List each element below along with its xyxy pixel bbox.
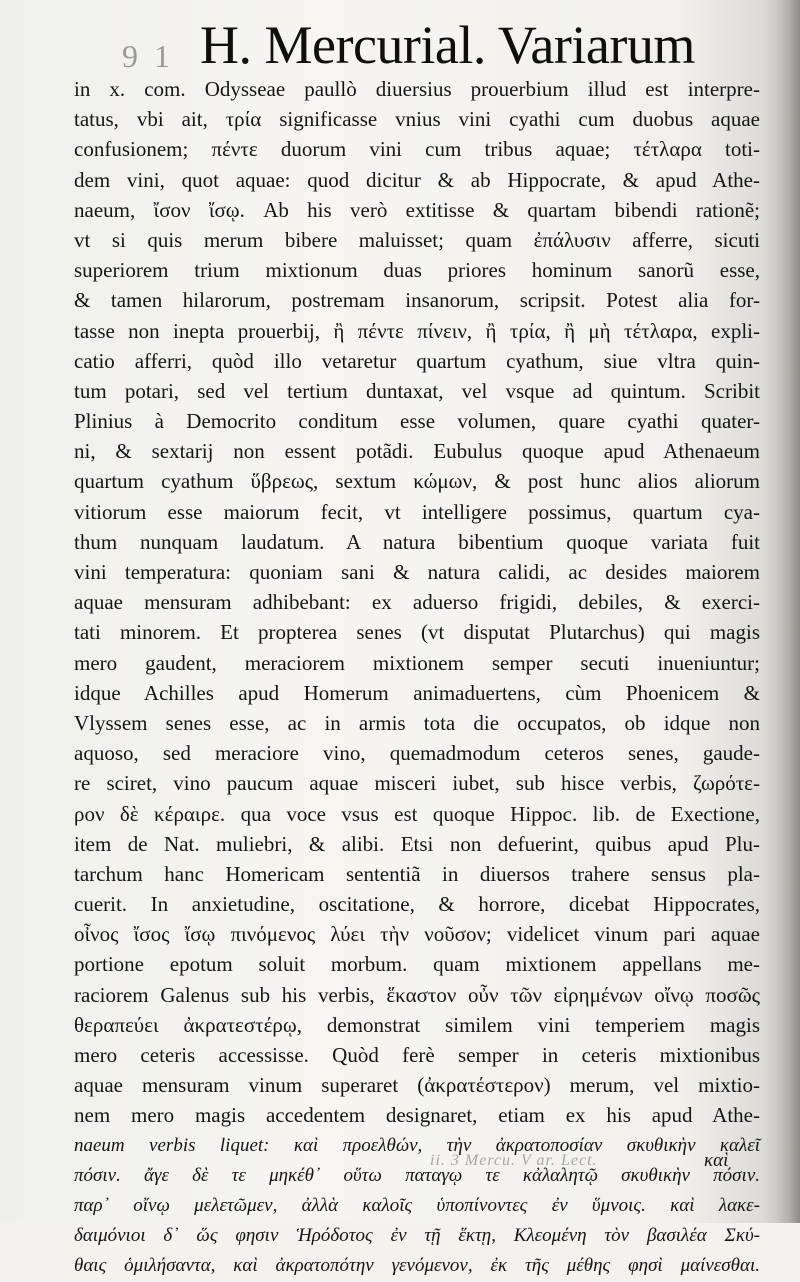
greek-quote-line: naeum verbis liquet: καὶ προελθών, τὴν ἀκρατοποσίαν σκυθικὴν καλεῖ	[74, 1134, 760, 1156]
greek-quote-line: θαις ὁμιλήσαντα, καὶ ἀκρατοπότην γενόμενον, ἐκ τῆς μέθης φησὶ μαίνεσθαι.	[74, 1255, 760, 1277]
text-line: Plinius à Democrito conditum esse volumen, quare cyathi quater-	[74, 409, 760, 434]
text-line: aquae mensuram vinum superaret (ἀκρατέστερον) merum, vel mixtio-	[74, 1073, 760, 1098]
running-head: H. Mercurial. Variarum	[200, 15, 695, 75]
text-line: item de Nat. muliebri, & alibi. Etsi non defuerint, quibus apud Plu-	[74, 831, 760, 856]
text-line: aquoso, sed meraciore vino, quemadmodum ceteros senes, gaude-	[74, 741, 760, 766]
text-line: tati minorem. Et propterea senes (vt disputat Plutarchus) qui magis	[74, 620, 760, 645]
text-line: portione epotum soluit morbum. quam mixtionem appellans me-	[74, 952, 760, 977]
text-line: & tamen hilarorum, postremam insanorum, scripsit. Potest alia for-	[74, 288, 760, 313]
text-line: tum potari, sed vel tertium duntaxat, vel vsque ad quintum. Scribit	[74, 378, 760, 403]
text-line: tarchum hanc Homericam sententiã in diuersos trahere sensus pla-	[74, 861, 760, 886]
text-line: tatus, vbi ait, τρία significasse vnius vini cyathi cum duobus aquae	[74, 107, 760, 132]
page-edge-shadow	[762, 0, 800, 1223]
text-line: re sciret, vino paucum aquae misceri iubet, sub hisce verbis, ζωρότε-	[74, 771, 760, 796]
catchword: καὶ	[704, 1150, 729, 1171]
text-line: in x. com. Odysseae paullò diuersius prouerbium illud est interpre-	[74, 77, 760, 101]
text-line: catio afferri, quòd illo vetaretur quartum cyathum, siue vltra quin-	[74, 348, 760, 373]
text-line: ni, & sextarij non essent potãdi. Eubulus quoque apud Athenaeum	[74, 439, 760, 464]
greek-quote-line: παρ᾽ οἴνῳ μελετῶμεν, ἀλλὰ καλοῖς ὑποπίνοντες ἐν ὕμνοις. καὶ λακε-	[74, 1194, 760, 1216]
text-line: Vlyssem senes esse, ac in armis tota die occupatos, ob idque non	[74, 710, 760, 735]
text-line: quartum cyathum ὕβρεως, sextum κώμων, & post hunc alios aliorum	[74, 469, 760, 494]
text-line: nem mero magis accedentem designaret, etiam ex his apud Athe-	[74, 1103, 760, 1128]
folio-number: 9 1	[122, 38, 174, 74]
greek-quote-line: δαιμόνιοι δ᾽ ὥς φησιν Ἡρόδοτος ἐν τῇ ἕκτῃ, Κλεομένη τὸν βασιλέα Σκύ-	[74, 1225, 760, 1247]
text-line: vitiorum esse maiorum fecit, vt intelligere possimus, quartum cya-	[74, 499, 760, 524]
text-line: οἶνος ἴσος ἴσῳ πινόμενος λύει τὴν νοῦσον; videlicet vinum pari aquae	[74, 922, 760, 947]
text-line: mero gaudent, meraciorem mixtionem semper secuti inueniuntur;	[74, 650, 760, 675]
greek-quote-line: πόσιν. ἄγε δὲ τε μηκέθ᾽ οὕτω παταγῳ τε κἀλαλητῷ σκυθικὴν πόσιν.	[74, 1164, 760, 1186]
text-line: ρον δὲ κέραιρε. qua voce vsus est quoque Hippoc. lib. de Exectione,	[74, 801, 760, 826]
text-line: vt si quis merum bibere maluisset; quam ἐπάλυσιν afferre, sicuti	[74, 227, 760, 252]
bleed-through-text: ii. 3 Mercu. V ar. Lect.	[430, 1152, 598, 1169]
text-line: cuerit. In anxietudine, oscitatione, & horrore, dicebat Hippocrates,	[74, 892, 760, 917]
text-line: mero ceteris accessisse. Quòd ferè semper in ceteris mixtionibus	[74, 1043, 760, 1067]
body-text	[74, 74, 760, 1282]
text-line: naeum, ἴσον ἴσῳ. Ab his verò extitisse & quartam bibendi rationẽ;	[74, 197, 760, 222]
text-line: thum nunquam laudatum. A natura bibentium quoque variata fuit	[74, 529, 760, 554]
text-line: idque Achilles apud Homerum animaduertens, cùm Phoenicem &	[74, 680, 760, 705]
text-line: θεραπεύει ἀκρατεστέρῳ, demonstrat similem vini temperiem magis	[74, 1012, 760, 1037]
text-line: dem vini, quot aquae: quod dicitur & ab Hippocrate, & apud Athe-	[74, 167, 760, 192]
text-line: superiorem trium mixtionum duas priores hominum sanorũ esse,	[74, 258, 760, 283]
text-line: aquae mensuram adhibebant: ex aduerso frigidi, debiles, & exerci-	[74, 590, 760, 615]
text-line: tasse non inepta prouerbij, ἢ πέντε πίνειν, ἢ τρία, ἢ μὴ τέτλαρα, expli-	[74, 318, 760, 343]
text-line: confusionem; πέντε duorum vini cum tribus aquae; τέτλαρα toti-	[74, 137, 760, 162]
page-header	[0, 14, 800, 78]
text-line: raciorem Galenus sub his verbis, ἕκαστον οὖν τῶν εἰρημένων οἴνῳ ποσῶς	[74, 982, 760, 1007]
text-line: vini temperatura: quoniam sani & natura calidi, ac desides maiorem	[74, 560, 760, 584]
